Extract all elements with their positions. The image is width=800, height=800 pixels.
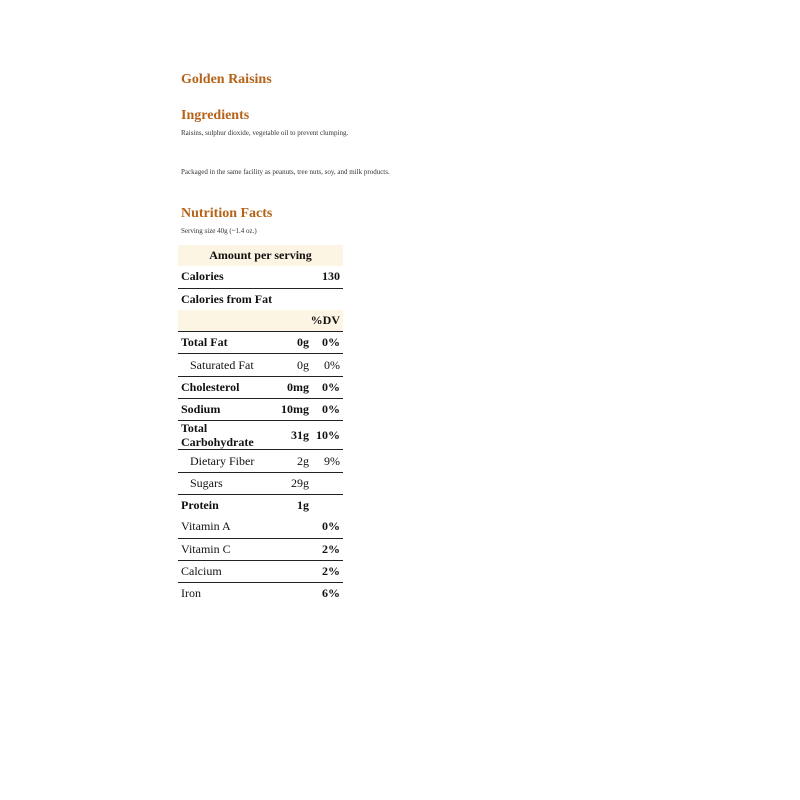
nutrient-row (178, 399, 343, 421)
vitamin-dv: 2% (312, 560, 343, 582)
ingredients-text: Raisins, sulphur dioxide, vegetable oil to prevent clumping. (181, 129, 349, 137)
nutrient-row (178, 472, 343, 494)
nutrient-dv: 0% (312, 376, 343, 398)
nutrition-facts-heading: Nutrition Facts (181, 206, 273, 221)
nutrient-dv (312, 472, 343, 494)
nutrient-amount: 1g (297, 498, 309, 513)
vitamin-dv: 0% (312, 516, 343, 538)
nutrient-amount: 29g (273, 472, 312, 494)
amount-per-serving-row (178, 245, 343, 266)
nutrient-dv: 0% (312, 399, 343, 421)
nutrient-amount: 0mg (273, 376, 312, 398)
nutrient-row (178, 450, 343, 472)
nutrient-dv: 0% (312, 354, 343, 376)
vitamin-row (178, 538, 343, 560)
amount-per-serving-header: Amount per serving (178, 245, 343, 266)
nutrient-amount: 10mg (273, 399, 312, 421)
nutrient-label: Sodium (178, 399, 273, 421)
nutrition-facts-table (178, 245, 343, 604)
nutrient-row (178, 494, 343, 516)
page-title: Golden Raisins (181, 72, 272, 87)
nutrient-label: Total Fat (178, 332, 273, 354)
vitamin-dv: 6% (322, 586, 340, 601)
nutrient-dv: 10% (312, 421, 343, 450)
nutrient-row (178, 332, 343, 354)
nutrient-label: Protein (181, 498, 219, 513)
nutrient-amount: 0g (273, 332, 312, 354)
nutrient-dv (312, 494, 343, 516)
ingredients-heading: Ingredients (181, 108, 250, 123)
nutrient-amount: 0g (273, 354, 312, 376)
nutrient-label: Cholesterol (178, 376, 273, 398)
vitamin-row (178, 560, 343, 582)
calories-from-fat-label: Calories from Fat (181, 291, 273, 306)
vitamin-row (178, 516, 343, 538)
nutrient-dv: 0% (312, 332, 343, 354)
calories-label: Calories (178, 266, 273, 288)
vitamin-label: Iron (181, 586, 201, 601)
calories-from-fat-row (178, 288, 343, 310)
nutrient-row (178, 376, 343, 398)
vitamin-label: Vitamin A (178, 516, 273, 538)
vitamin-dv: 2% (312, 538, 343, 560)
vitamin-row (178, 583, 343, 605)
nutrient-amount: 31g (273, 421, 312, 450)
nutrient-row (178, 421, 343, 450)
nutrient-label: Saturated Fat (178, 354, 273, 376)
serving-size: Serving size 40g (~1.4 oz.) (181, 227, 257, 235)
nutrient-label: Total Carbohydrate (178, 421, 273, 450)
vitamin-label: Vitamin C (178, 538, 273, 560)
dv-header: %DV (273, 310, 343, 332)
nutrient-label: Dietary Fiber (178, 450, 273, 472)
nutrient-dv: 9% (312, 450, 343, 472)
nutrient-row (178, 354, 343, 376)
allergen-note: Packaged in the same facility as peanuts, tree nuts, soy, and milk products. (181, 168, 390, 176)
nutrient-label: Sugars (178, 472, 273, 494)
calories-row (178, 266, 343, 288)
dv-header-row (178, 310, 343, 332)
nutrient-amount: 2g (273, 450, 312, 472)
vitamin-label: Calcium (178, 560, 273, 582)
calories-value: 130 (312, 266, 343, 288)
